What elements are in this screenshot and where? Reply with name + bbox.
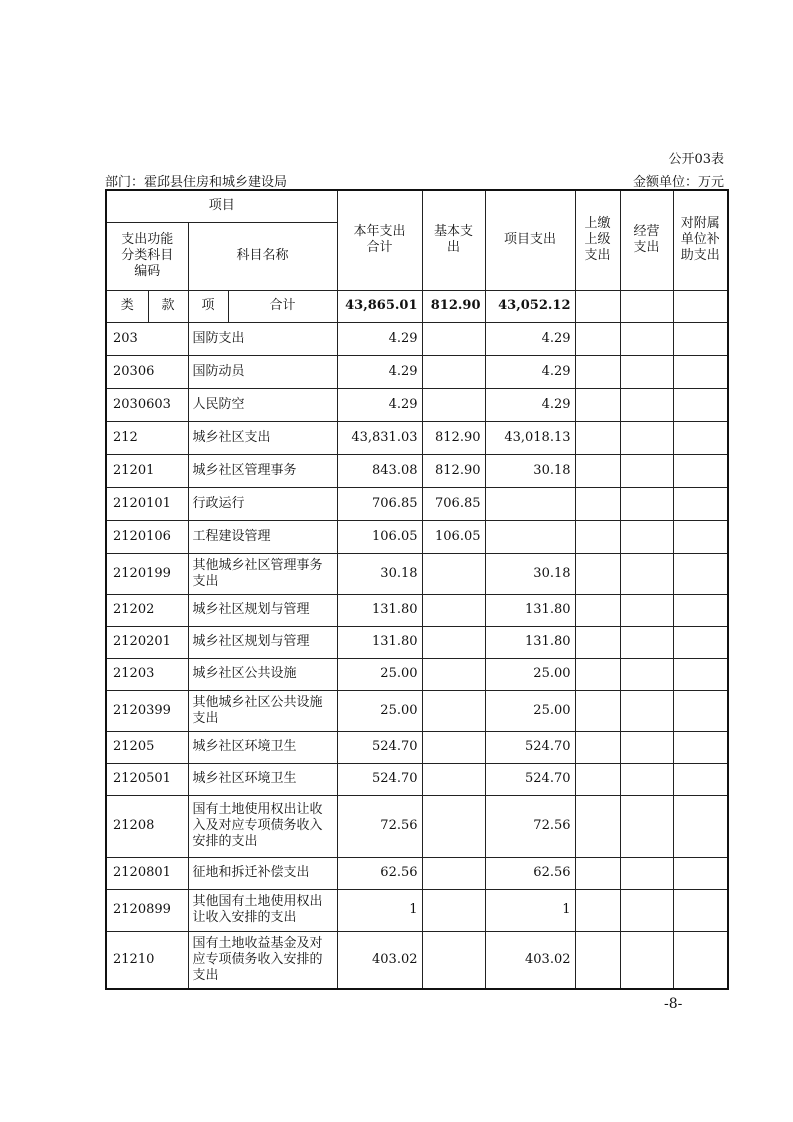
subject-code: 212: [106, 421, 188, 454]
row-project: [485, 520, 575, 553]
label-lei: 类: [106, 290, 148, 322]
table-row: [106, 857, 728, 889]
subject-code: 203: [106, 322, 188, 355]
empty-cell: [575, 763, 620, 795]
subject-name: 城乡社区管理事务: [188, 454, 337, 487]
row-basic: [422, 889, 485, 931]
row-basic: [422, 355, 485, 388]
empty-cell: [575, 658, 620, 690]
subject-code: 2120201: [106, 626, 188, 658]
table-row: [106, 690, 728, 731]
row-project: 524.70: [485, 763, 575, 795]
row-basic: [422, 594, 485, 626]
header-name: 科目名称: [188, 222, 337, 290]
form-number: 公开03表: [668, 152, 724, 167]
row-basic: [422, 731, 485, 763]
row-total: 4.29: [337, 322, 422, 355]
table-row: [106, 658, 728, 690]
empty-cell: [673, 421, 728, 454]
unit-label: 金额单位：万元: [632, 175, 724, 190]
empty-cell: [620, 795, 673, 857]
row-basic: [422, 795, 485, 857]
subject-code: 2120399: [106, 690, 188, 731]
row-project: 403.02: [485, 931, 575, 989]
empty-cell: [620, 553, 673, 594]
row-project: [485, 487, 575, 520]
row-basic: 812.90: [422, 454, 485, 487]
empty-cell: [575, 795, 620, 857]
row-total: 131.80: [337, 594, 422, 626]
row-total: 524.70: [337, 763, 422, 795]
empty-cell: [673, 520, 728, 553]
empty-cell: [673, 889, 728, 931]
subject-code: 2120199: [106, 553, 188, 594]
empty-cell: [673, 690, 728, 731]
row-basic: [422, 690, 485, 731]
row-project: 1: [485, 889, 575, 931]
subject-name: 城乡社区公共设施: [188, 658, 337, 690]
row-project: 25.00: [485, 658, 575, 690]
empty-cell: [620, 454, 673, 487]
empty-cell: [673, 388, 728, 421]
row-total: 403.02: [337, 931, 422, 989]
empty-cell: [620, 355, 673, 388]
subject-name: 其他城乡社区管理事务支出: [188, 553, 337, 594]
row-project: 30.18: [485, 454, 575, 487]
empty-cell: [575, 553, 620, 594]
empty-cell: [620, 594, 673, 626]
empty-cell: [620, 857, 673, 889]
subject-name: 人民防空: [188, 388, 337, 421]
row-total: 43,831.03: [337, 421, 422, 454]
empty-cell: [673, 355, 728, 388]
subject-code: 21203: [106, 658, 188, 690]
empty-cell: [620, 889, 673, 931]
row-basic: [422, 322, 485, 355]
table-row: [106, 889, 728, 931]
subject-code: 2030603: [106, 388, 188, 421]
table-row: [106, 553, 728, 594]
label-kuan: 款: [148, 290, 188, 322]
empty-cell: [673, 731, 728, 763]
row-project: 131.80: [485, 594, 575, 626]
empty-cell: [620, 931, 673, 989]
row-total: 4.29: [337, 355, 422, 388]
total-project: 43,052.12: [485, 290, 575, 322]
header-basic: 基本支出: [422, 190, 485, 290]
table-row: [106, 487, 728, 520]
subject-code: 2120899: [106, 889, 188, 931]
subject-name: 征地和拆迁补偿支出: [188, 857, 337, 889]
header-row-1: [106, 190, 728, 222]
row-total: 72.56: [337, 795, 422, 857]
row-project: 4.29: [485, 355, 575, 388]
table-row: [106, 763, 728, 795]
row-basic: [422, 763, 485, 795]
empty-cell: [575, 594, 620, 626]
row-total: 25.00: [337, 690, 422, 731]
header-project-expense: 项目支出: [485, 190, 575, 290]
row-project: 43,018.13: [485, 421, 575, 454]
empty-cell: [620, 626, 673, 658]
department-label: 部门：霍邱县住房和城乡建设局: [105, 175, 288, 190]
subject-name: 城乡社区规划与管理: [188, 594, 337, 626]
table-row: [106, 421, 728, 454]
empty-cell: [575, 889, 620, 931]
empty-cell: [575, 421, 620, 454]
row-total: 131.80: [337, 626, 422, 658]
row-basic: [422, 857, 485, 889]
empty-cell: [575, 454, 620, 487]
empty-cell: [673, 626, 728, 658]
subject-name: 国防动员: [188, 355, 337, 388]
header-project: 项目: [106, 190, 337, 222]
empty-cell: [673, 931, 728, 989]
subject-code: 21201: [106, 454, 188, 487]
row-project: 4.29: [485, 388, 575, 421]
empty-cell: [620, 763, 673, 795]
empty-cell: [620, 690, 673, 731]
row-project: 72.56: [485, 795, 575, 857]
subject-code: 2120106: [106, 520, 188, 553]
row-project: 30.18: [485, 553, 575, 594]
subject-code: 21210: [106, 931, 188, 989]
row-total: 706.85: [337, 487, 422, 520]
empty-cell: [620, 731, 673, 763]
empty-cell: [673, 594, 728, 626]
subject-code: 2120801: [106, 857, 188, 889]
table-row: [106, 355, 728, 388]
empty-cell: [673, 322, 728, 355]
header-total: 本年支出合计: [337, 190, 422, 290]
subject-code: 21205: [106, 731, 188, 763]
table-row: [106, 626, 728, 658]
empty-cell: [673, 857, 728, 889]
row-total: 30.18: [337, 553, 422, 594]
table-row: [106, 731, 728, 763]
subject-code: 2120101: [106, 487, 188, 520]
row-project: 524.70: [485, 731, 575, 763]
header-upper: 上缴上级支出: [575, 190, 620, 290]
row-total: 524.70: [337, 731, 422, 763]
empty-cell: [575, 731, 620, 763]
expenditure-table: [105, 189, 729, 990]
subject-name: 城乡社区环境卫生: [188, 731, 337, 763]
row-total: 25.00: [337, 658, 422, 690]
label-sum: 合计: [228, 290, 337, 322]
empty-cell: [620, 487, 673, 520]
table-row: [106, 520, 728, 553]
row-basic: 706.85: [422, 487, 485, 520]
total-row: [106, 290, 728, 322]
row-total: 62.56: [337, 857, 422, 889]
row-basic: [422, 553, 485, 594]
subject-name: 其他国有土地使用权出让收入安排的支出: [188, 889, 337, 931]
subject-code: 20306: [106, 355, 188, 388]
empty-cell: [575, 626, 620, 658]
row-project: 25.00: [485, 690, 575, 731]
empty-cell: [575, 857, 620, 889]
subject-name: 国防支出: [188, 322, 337, 355]
subject-name: 城乡社区支出: [188, 421, 337, 454]
empty-cell: [620, 421, 673, 454]
subject-code: 21202: [106, 594, 188, 626]
empty-cell: [673, 763, 728, 795]
row-basic: [422, 626, 485, 658]
empty-cell: [620, 322, 673, 355]
page-number: -8-: [664, 996, 683, 1012]
row-basic: 812.90: [422, 421, 485, 454]
row-total: 1: [337, 889, 422, 931]
empty-cell: [673, 454, 728, 487]
subject-name: 国有土地使用权出让收入及对应专项债务收入安排的支出: [188, 795, 337, 857]
row-project: 131.80: [485, 626, 575, 658]
subject-code: 2120501: [106, 763, 188, 795]
table-row: [106, 454, 728, 487]
row-project: 62.56: [485, 857, 575, 889]
row-basic: 106.05: [422, 520, 485, 553]
subject-name: 行政运行: [188, 487, 337, 520]
label-xiang: 项: [188, 290, 228, 322]
empty-cell: [620, 388, 673, 421]
header-subsidy: 对附属单位补助支出: [673, 190, 728, 290]
subject-name: 其他城乡社区公共设施支出: [188, 690, 337, 731]
empty-cell: [673, 487, 728, 520]
empty-cell: [575, 487, 620, 520]
header-code: 支出功能分类科目编码: [106, 222, 188, 290]
empty-cell: [620, 520, 673, 553]
total-total: 43,865.01: [337, 290, 422, 322]
empty-cell: [575, 322, 620, 355]
table-row: [106, 594, 728, 626]
row-basic: [422, 931, 485, 989]
empty-cell: [575, 520, 620, 553]
row-total: 106.05: [337, 520, 422, 553]
row-total: 843.08: [337, 454, 422, 487]
empty-cell: [673, 795, 728, 857]
table-row: [106, 931, 728, 989]
row-project: 4.29: [485, 322, 575, 355]
subject-name: 城乡社区规划与管理: [188, 626, 337, 658]
header-business: 经营支出: [620, 190, 673, 290]
empty-cell: [575, 355, 620, 388]
subject-name: 国有土地收益基金及对应专项债务收入安排的支出: [188, 931, 337, 989]
table-row: [106, 388, 728, 421]
table-row: [106, 322, 728, 355]
empty-cell: [575, 690, 620, 731]
subject-name: 工程建设管理: [188, 520, 337, 553]
empty-cell: [620, 658, 673, 690]
row-total: 4.29: [337, 388, 422, 421]
empty-cell: [673, 658, 728, 690]
subject-name: 城乡社区环境卫生: [188, 763, 337, 795]
table-row: [106, 795, 728, 857]
empty-cell: [575, 388, 620, 421]
subject-code: 21208: [106, 795, 188, 857]
row-basic: [422, 658, 485, 690]
empty-cell: [575, 931, 620, 989]
total-basic: 812.90: [422, 290, 485, 322]
empty-cell: [673, 553, 728, 594]
row-basic: [422, 388, 485, 421]
